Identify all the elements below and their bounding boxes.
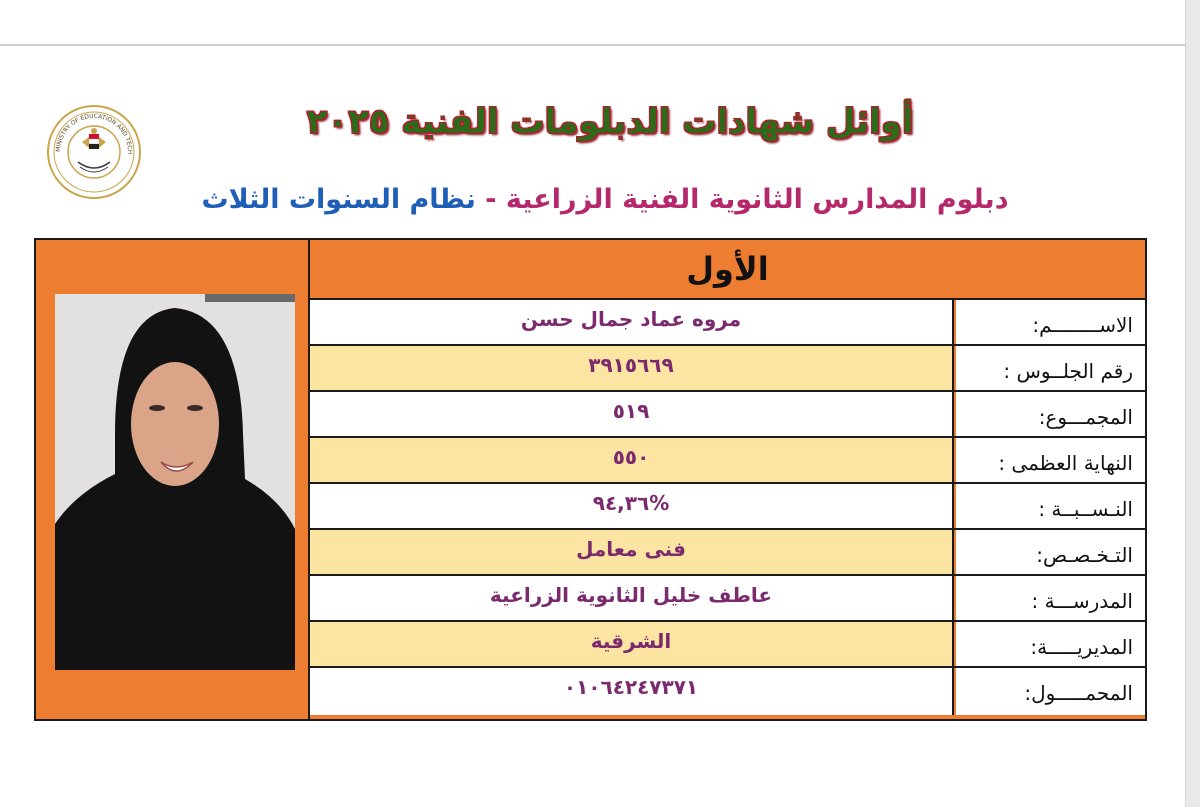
row-max-score — [310, 438, 1145, 484]
specialization-label: التـخـصـص: — [956, 530, 1145, 574]
ministry-logo-icon — [42, 104, 146, 200]
student-photo — [55, 294, 295, 670]
total-label: المجمـــوع: — [956, 392, 1145, 436]
row-name — [310, 300, 1145, 346]
top-divider-line — [0, 44, 1200, 46]
row-school — [310, 576, 1145, 622]
name-value: مروه عماد جمال حسن — [310, 300, 954, 344]
page-subtitle — [150, 184, 1060, 215]
student-card — [34, 238, 1147, 721]
mobile-value: ٠١٠٦٤٢٤٧٣٧١ — [310, 668, 954, 715]
row-percentage — [310, 484, 1145, 530]
school-value: عاطف خليل الثانوية الزراعية — [310, 576, 954, 620]
directorate-value: الشرقية — [310, 622, 954, 666]
rank-heading: الأول — [310, 240, 1145, 300]
max-score-label: النهاية العظمى : — [956, 438, 1145, 482]
right-scrollbar[interactable] — [1185, 0, 1200, 807]
max-score-value: ٥٥٠ — [310, 438, 954, 482]
row-directorate — [310, 622, 1145, 668]
info-table — [310, 300, 1145, 715]
row-specialization — [310, 530, 1145, 576]
row-total — [310, 392, 1145, 438]
directorate-label: المديريـــــة: — [956, 622, 1145, 666]
page-title: أوائل شهادات الدبلومات الفنية ٢٠٢٥ — [306, 102, 914, 142]
total-value: ٥١٩ — [310, 392, 954, 436]
name-label: الاســــــــم: — [956, 300, 1145, 344]
school-label: المدرســـة : — [956, 576, 1145, 620]
seat-number-label: رقم الجلــوس : — [956, 346, 1145, 390]
percentage-value: %٩٤,٣٦ — [310, 484, 954, 528]
mobile-label: المحمـــــول: — [956, 668, 1145, 715]
row-seat-number — [310, 346, 1145, 392]
photo-column — [36, 240, 310, 719]
seat-number-value: ٣٩١٥٦٦٩ — [310, 346, 954, 390]
percentage-label: النـســبــة : — [956, 484, 1145, 528]
logo-ring-text: MINISTRY OF EDUCATION AND TECH — [54, 112, 134, 155]
row-mobile — [310, 668, 1145, 715]
subtitle-diploma: دبلوم المدارس الثانوية الفنية الزراعية — [505, 184, 1009, 215]
subtitle-system: نظام السنوات الثلاث — [201, 184, 476, 215]
subtitle-separator: - — [475, 184, 506, 215]
specialization-value: فنى معامل — [310, 530, 954, 574]
